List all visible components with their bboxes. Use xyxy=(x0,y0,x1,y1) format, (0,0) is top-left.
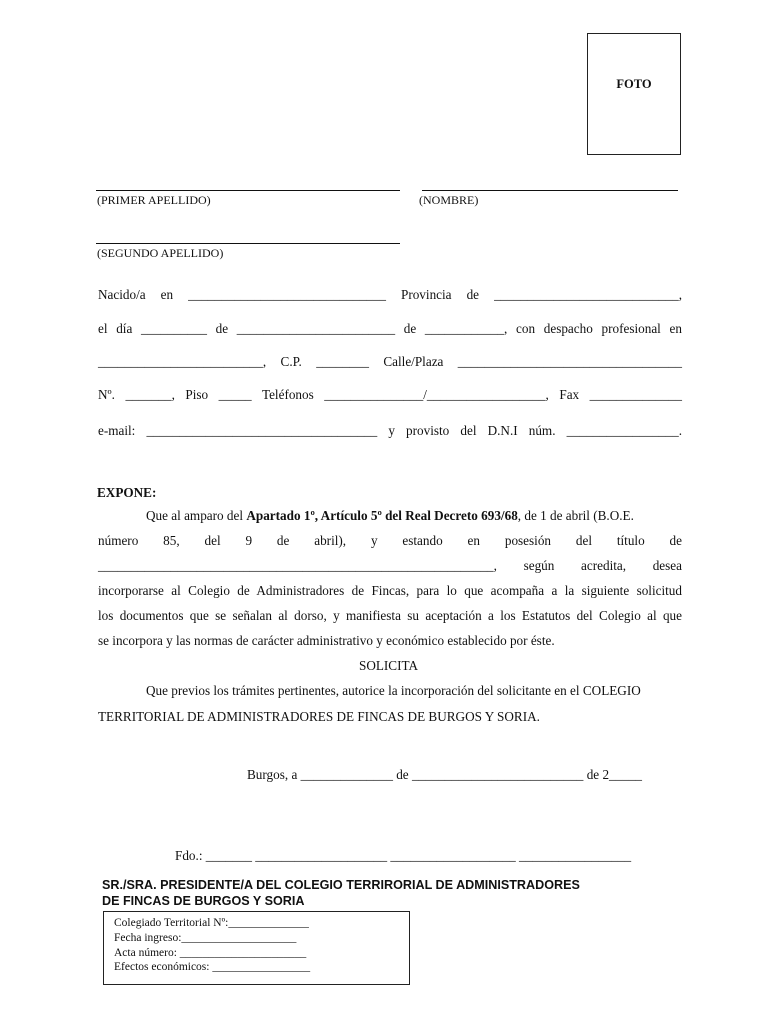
segundo-apellido-label: (SEGUNDO APELLIDO) xyxy=(97,246,224,260)
expone-line-4: incorporarse al Colegio de Administradores de Fincas, para lo que acompaña a la siguiente solicitud xyxy=(98,583,682,598)
solicita-heading: SOLICITA xyxy=(359,658,419,673)
expone-legal-reference: Apartado 1º, Artículo 5º del Real Decreto 693/68 xyxy=(246,508,518,523)
photo-label: FOTO xyxy=(616,77,652,91)
place-date-line: Burgos, a ______________ de __________________________ de 2_____ xyxy=(247,767,643,782)
admin-colegiado-number: Colegiado Territorial Nº:______________ xyxy=(114,917,309,929)
signature-line: Fdo.: _______ ____________________ ___________________ _________________ xyxy=(175,848,632,863)
admin-acta-numero: Acta número: ______________________ xyxy=(114,947,307,959)
addressee-line-2: DE FINCAS DE BURGOS Y SORIA xyxy=(102,894,305,908)
nombre-line xyxy=(422,190,678,191)
expone-line-5: los documentos que se señalan al dorso, y manifiesta su aceptación a los Estatutos del Colegio al que xyxy=(98,608,682,623)
addressee-heading xyxy=(102,877,662,909)
admin-use-box xyxy=(103,911,410,985)
photo-box xyxy=(587,33,681,155)
expone-line-6: se incorpora y las normas de carácter administrativo y económico establecido por éste. xyxy=(98,633,555,648)
form-line-phone: Nº. _______, Piso _____ Teléfonos _______________/__________________, Fax ______________ xyxy=(98,387,682,402)
primer-apellido-line xyxy=(96,190,400,191)
form-line-address: _________________________, C.P. ________ Calle/Plaza __________________________________ xyxy=(98,354,682,369)
form-line-date: el día __________ de ________________________ de ____________, con despacho profesional en xyxy=(98,321,682,336)
addressee-line-1: SR./SRA. PRESIDENTE/A DEL COLEGIO TERRIRORIAL DE ADMINISTRADORES xyxy=(102,878,580,892)
expone-line-1 xyxy=(146,508,634,524)
primer-apellido-label: (PRIMER APELLIDO) xyxy=(97,193,211,207)
segundo-apellido-line xyxy=(96,243,400,244)
form-line-email: e-mail: ___________________________________ y provisto del D.N.I núm. _________________. xyxy=(98,423,682,438)
admin-efectos-economicos: Efectos económicos: _________________ xyxy=(114,961,311,973)
expone-prefix: Que al amparo del xyxy=(146,508,247,523)
expone-heading: EXPONE: xyxy=(97,485,157,500)
expone-line-2: número 85, del 9 de abril), y estando en posesión del título de xyxy=(98,533,682,548)
solicita-line-2: TERRITORIAL DE ADMINISTRADORES DE FINCAS DE BURGOS Y SORIA. xyxy=(98,709,540,724)
expone-line-3: ____________________________________________________________, según acredita, desea xyxy=(98,558,682,573)
solicita-line-1: Que previos los trámites pertinentes, autorice la incorporación del solicitante en el COLEGIO xyxy=(146,683,641,698)
admin-fecha-ingreso: Fecha ingreso:____________________ xyxy=(114,932,297,944)
expone-suffix: , de 1 de abril (B.O.E. xyxy=(517,508,634,523)
nombre-label: (NOMBRE) xyxy=(419,193,479,207)
form-line-birth: Nacido/a en ______________________________ Provincia de ____________________________, xyxy=(98,287,682,302)
